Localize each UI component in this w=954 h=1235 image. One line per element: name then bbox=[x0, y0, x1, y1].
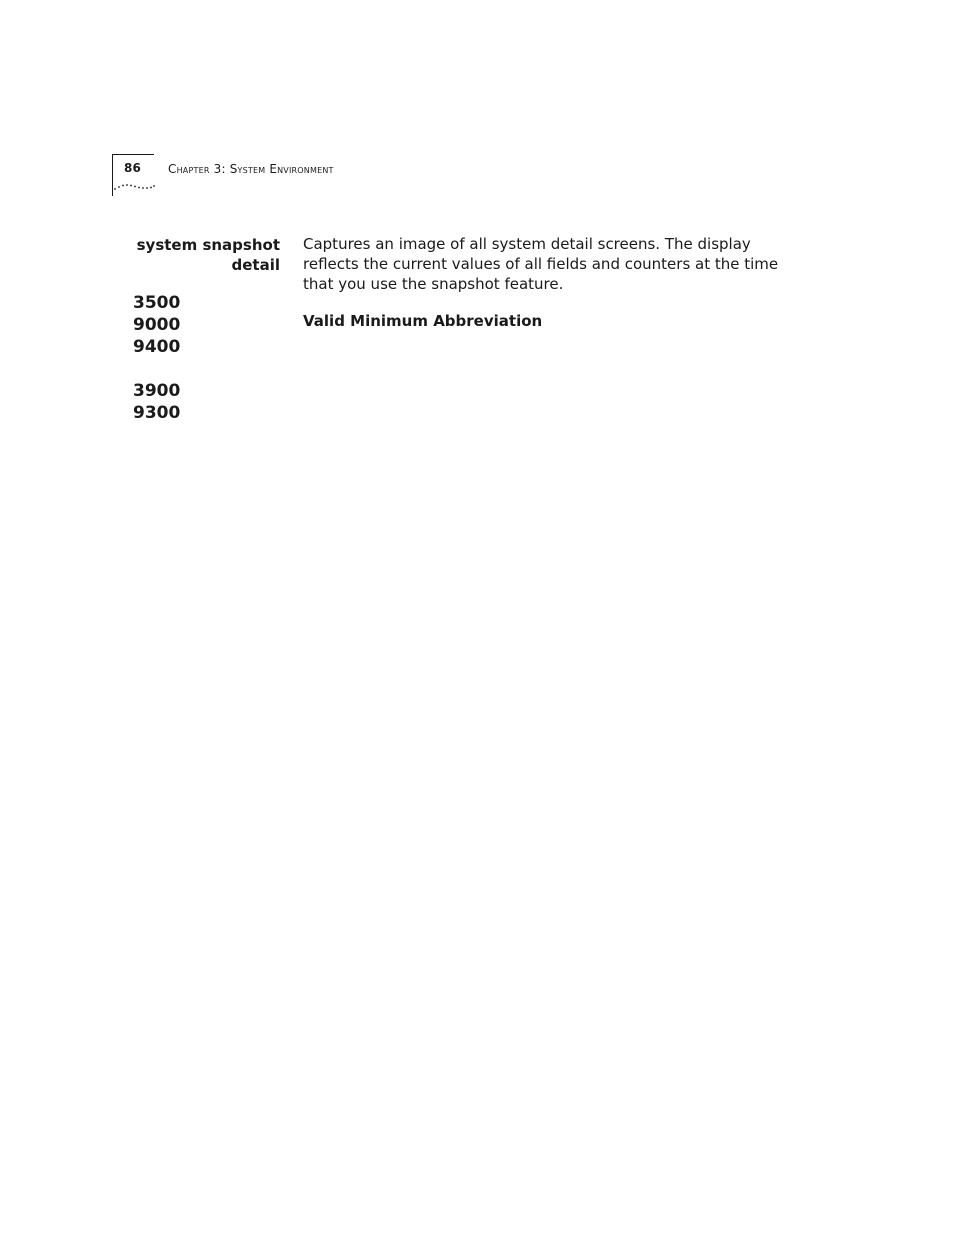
model-group-1 bbox=[133, 292, 180, 358]
dotted-ornament-icon bbox=[112, 180, 156, 192]
command-name bbox=[110, 235, 280, 275]
model-number: 3500 bbox=[133, 293, 181, 313]
page-number: 86 bbox=[124, 161, 142, 175]
model-group-2 bbox=[133, 380, 180, 424]
model-number: 9400 bbox=[133, 337, 181, 357]
platform-models bbox=[133, 292, 180, 446]
model-number: 9300 bbox=[133, 403, 181, 423]
chapter-title: Chapter 3: System Environment bbox=[168, 162, 334, 176]
model-number: 3900 bbox=[133, 381, 181, 401]
abbreviation-heading: Valid Minimum Abbreviation bbox=[303, 312, 543, 330]
command-description: Captures an image of all system detail screens. The display reflects the current values of all fields and counters at the time that you use the snapshot feature. bbox=[303, 235, 779, 293]
command-name-line-2: detail bbox=[231, 256, 280, 274]
command-name-line-1: system snapshot bbox=[136, 236, 280, 254]
model-number: 9000 bbox=[133, 315, 181, 335]
header-top-rule bbox=[112, 154, 154, 155]
